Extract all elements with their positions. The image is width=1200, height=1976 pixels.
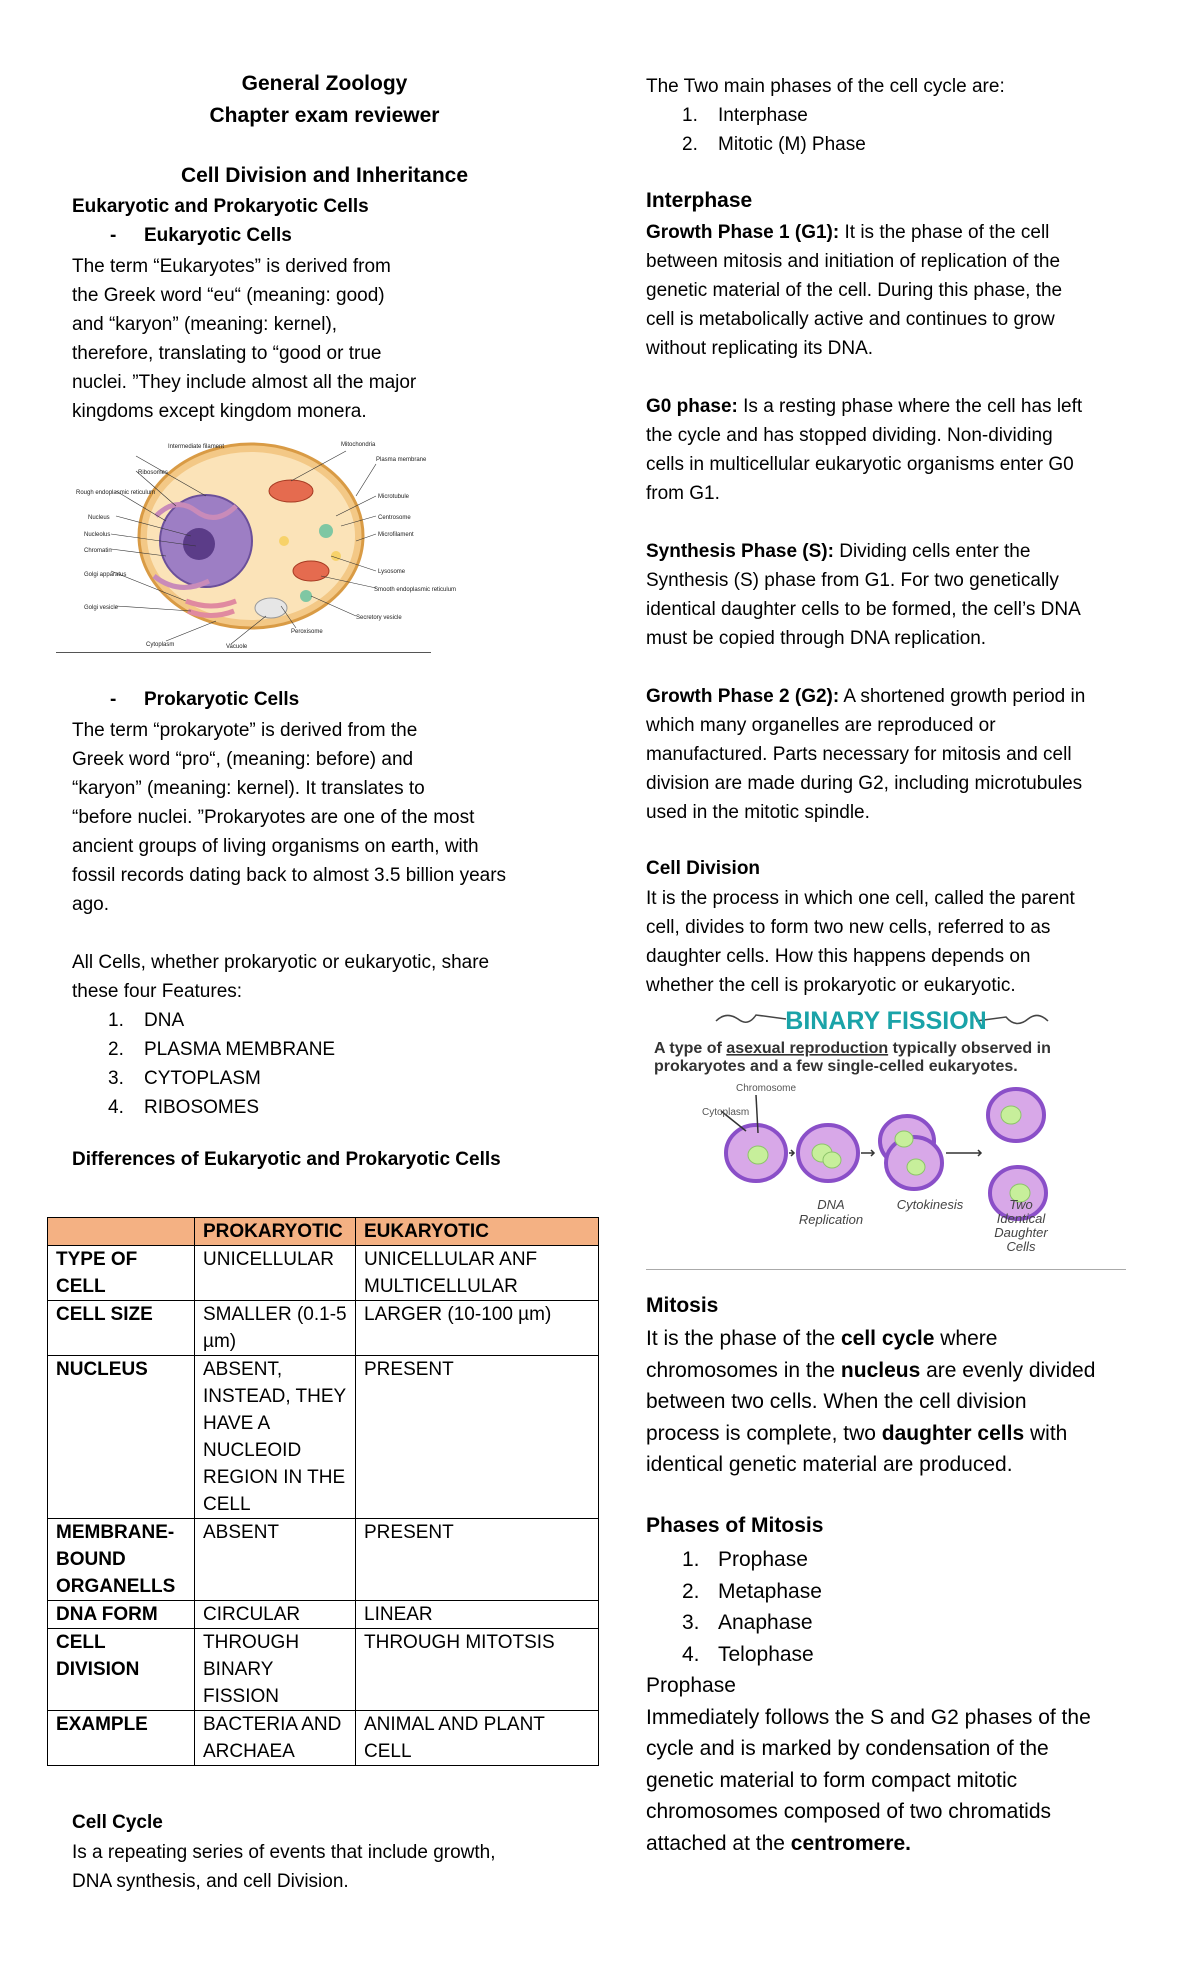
g0-line: the cycle and has stopped dividing. Non-dividing xyxy=(646,425,1053,446)
s-paragraph xyxy=(646,537,1081,653)
g2-paragraph xyxy=(646,682,1085,827)
figure-divider xyxy=(56,652,431,653)
table-cell: LARGER (10-100 µm) xyxy=(356,1301,599,1356)
fission-label-two-1: Two xyxy=(1009,1197,1033,1212)
g0-line: G0 phase: Is a resting phase where the cell has left xyxy=(646,396,1083,417)
pro-line: “before nuclei. ”Prokaryotes are one of the most xyxy=(72,807,475,828)
list-item: 1. DNA xyxy=(108,1010,185,1031)
differences-title: Differences of Eukaryotic and Prokaryotic Cells xyxy=(72,1149,501,1170)
division-line: whether the cell is prokaryotic or eukaryotic. xyxy=(646,975,1016,996)
fission-label-cytoplasm: Cytoplasm xyxy=(702,1107,750,1118)
chapter-title: Cell Division and Inheritance xyxy=(180,164,469,187)
fig-label: Chromatin xyxy=(84,548,112,554)
table-header: EUKARYOTIC xyxy=(356,1218,599,1246)
euk-line: The term “Eukaryotes” is derived from xyxy=(72,256,391,277)
table-row xyxy=(48,1519,599,1601)
euk-heading: Eukaryotic Cells xyxy=(144,225,292,246)
cell-division-title: Cell Division xyxy=(646,858,761,879)
mitosis-line: It is the phase of the cell cycle where xyxy=(646,1327,998,1350)
fig-label: Peroxisome xyxy=(291,629,323,635)
cycle-line: Is a repeating series of events that include growth, xyxy=(72,1842,496,1863)
pro-heading: Prokaryotic Cells xyxy=(144,689,300,710)
pro-paragraph xyxy=(72,716,506,919)
table-cell: MEMBRANE-BOUND ORGANELLS xyxy=(48,1519,195,1601)
fig-label: Golgi apparatus xyxy=(84,572,127,578)
s-line: must be copied through DNA replication. xyxy=(646,628,987,649)
comparison-table xyxy=(47,1217,599,1766)
mitosis-line: process is complete, two daughter cells with xyxy=(646,1421,1068,1445)
doc-subtitle: Chapter exam reviewer xyxy=(209,104,440,127)
mitosis-line: between two cells. When the cell division xyxy=(646,1390,1027,1413)
g2-line: manufactured. Parts necessary for mitosis and cell xyxy=(646,744,1072,765)
fission-label-dna-2: Replication xyxy=(798,1212,864,1227)
s-line: Synthesis (S) phase from G1. For two genetically xyxy=(646,570,1059,591)
shared-features-paragraph xyxy=(72,948,489,1006)
cell-division-paragraph xyxy=(646,884,1075,1000)
mitosis-line: identical genetic material are produced. xyxy=(646,1453,1013,1476)
prophase-line: cycle and is marked by condensation of the xyxy=(646,1737,1049,1760)
prophase-line: chromosomes composed of two chromatids xyxy=(646,1800,1051,1823)
table-header xyxy=(48,1218,195,1246)
g0-paragraph xyxy=(646,392,1082,508)
euk-line: nuclei. ”They include almost all the major xyxy=(72,372,417,393)
mitosis-title: Mitosis xyxy=(646,1294,719,1317)
fig-label: Plasma membrane xyxy=(376,457,427,463)
features-list xyxy=(72,1006,335,1122)
table-cell: BACTERIA AND ARCHAEA xyxy=(195,1711,356,1766)
g2-line: which many organelles are reproduced or xyxy=(646,715,996,736)
g1-line: between mitosis and initiation of replication of the xyxy=(646,251,1061,272)
fig-label: Nucleus xyxy=(88,515,110,521)
table-row xyxy=(48,1711,599,1766)
table-cell: CELL SIZE xyxy=(48,1301,195,1356)
prophase-line: attached at the centromere. xyxy=(646,1831,911,1855)
fig-label: Ribosomes xyxy=(138,470,169,476)
shared-line: these four Features: xyxy=(72,981,243,1002)
phases-of-mitosis-title: Phases of Mitosis xyxy=(646,1514,824,1537)
prophase-title: Prophase xyxy=(646,1674,736,1697)
list-item: 4. Telophase xyxy=(682,1642,814,1666)
fig-label: Nucleolus xyxy=(84,532,111,538)
list-item: 1. Prophase xyxy=(682,1548,808,1571)
list-item: 2. Metaphase xyxy=(682,1579,822,1603)
table-cell: LINEAR xyxy=(356,1601,599,1629)
table-cell: NUCLEUS xyxy=(48,1356,195,1519)
table-cell: ABSENT xyxy=(195,1519,356,1601)
g0-line: from G1. xyxy=(646,483,720,504)
prophase-section xyxy=(646,1670,1091,1859)
s-line: Synthesis Phase (S): Dividing cells enter the xyxy=(646,541,1031,562)
mitosis-phases-list xyxy=(646,1544,822,1670)
interphase-title: Interphase xyxy=(646,189,753,212)
table-header-row xyxy=(48,1218,599,1246)
g2-line: used in the mitotic spindle. xyxy=(646,802,870,823)
g1-line: cell is metabolically active and continues to grow xyxy=(646,309,1055,330)
euk-line: the Greek word “eu“ (meaning: good) xyxy=(72,285,385,306)
g1-paragraph xyxy=(646,218,1062,363)
list-item: 3. Anaphase xyxy=(682,1611,813,1634)
cycle-line: DNA synthesis, and cell Division. xyxy=(72,1871,349,1892)
fission-subtitle-2: prokaryotes and a few single-celled eukaryotes. xyxy=(654,1058,1018,1075)
table-cell: CELL DIVISION xyxy=(48,1629,195,1711)
fig-label: Secretory vesicle xyxy=(356,615,402,621)
fission-label-cytokinesis: Cytokinesis xyxy=(896,1197,964,1212)
shared-line: All Cells, whether prokaryotic or eukaryotic, share xyxy=(72,952,490,973)
table-cell: PRESENT xyxy=(356,1356,599,1519)
euk-line: kingdoms except kingdom monera. xyxy=(72,401,367,422)
fig-label: Microfilament xyxy=(378,532,414,538)
euk-paragraph xyxy=(72,252,416,426)
fission-subtitle: A type of asexual reproduction typically observed in xyxy=(654,1040,1051,1057)
table-cell: SMALLER (0.1-5 µm) xyxy=(195,1301,356,1356)
cell-cycle-paragraph xyxy=(72,1838,496,1896)
euk-line: therefore, translating to “good or true xyxy=(72,343,382,364)
fission-label-dna-1: DNA xyxy=(817,1197,845,1212)
table-cell: DNA FORM xyxy=(48,1601,195,1629)
pro-line: Greek word “pro“, (meaning: before) and xyxy=(72,749,414,770)
table-cell: THROUGH MITOTSIS xyxy=(356,1629,599,1711)
euk-line: and “karyon” (meaning: kernel), xyxy=(72,314,338,335)
fission-title: BINARY FISSION xyxy=(785,1007,987,1035)
s-line: identical daughter cells to be formed, the cell’s DNA xyxy=(646,599,1081,620)
table-row xyxy=(48,1629,599,1711)
fig-label: Centrosome xyxy=(378,515,411,521)
list-item: 1. Interphase xyxy=(682,105,808,126)
g2-line: Growth Phase 2 (G2): A shortened growth period in xyxy=(646,686,1086,707)
table-cell: PRESENT xyxy=(356,1519,599,1601)
fission-divider xyxy=(646,1269,1126,1270)
pro-line: “karyon” (meaning: kernel). It translates to xyxy=(72,778,425,799)
mitosis-paragraph xyxy=(646,1323,1095,1481)
table-row xyxy=(48,1601,599,1629)
fig-label: Intermediate filament xyxy=(168,444,225,450)
list-item: 2. Mitotic (M) Phase xyxy=(682,134,866,155)
eukaryotic-cell-illustration xyxy=(56,436,457,651)
table-row xyxy=(48,1301,599,1356)
division-line: It is the process in which one cell, called the parent xyxy=(646,888,1075,909)
phases-intro-line: The Two main phases of the cell cycle are: xyxy=(646,76,1005,97)
g2-line: division are made during G2, including microtubules xyxy=(646,773,1083,794)
cell-cycle-phases-list xyxy=(646,101,866,159)
fig-label: Smooth endoplasmic reticulum xyxy=(374,587,457,593)
table-cell: ANIMAL AND PLANT CELL xyxy=(356,1711,599,1766)
binary-fission-figure xyxy=(646,1003,1126,1265)
section-title-euk-pro: Eukaryotic and Prokaryotic Cells xyxy=(72,196,369,217)
doc-title: General Zoology xyxy=(241,72,408,95)
division-line: daughter cells. How this happens depends on xyxy=(646,946,1031,967)
prophase-line: genetic material to form compact mitotic xyxy=(646,1768,1018,1792)
cell-cycle-title: Cell Cycle xyxy=(72,1812,163,1833)
pro-line: ago. xyxy=(72,894,109,915)
list-item: 3. CYTOPLASM xyxy=(108,1068,261,1089)
fission-label-two-3: Daughter xyxy=(994,1225,1048,1240)
pro-heading-bullet: - xyxy=(110,689,117,710)
eukaryotic-cell-figure xyxy=(56,436,457,651)
g1-line: genetic material of the cell. During this phase, the xyxy=(646,280,1063,301)
fission-label-two-2: Identical xyxy=(996,1211,1046,1226)
table-cell: THROUGH BINARY FISSION xyxy=(195,1629,356,1711)
g1-line: Growth Phase 1 (G1): It is the phase of the cell xyxy=(646,222,1050,243)
fig-label: Rough endoplasmic reticulum xyxy=(76,490,156,496)
list-item: 4. RIBOSOMES xyxy=(108,1097,260,1118)
fig-label: Microtubule xyxy=(378,494,410,500)
fig-label: Golgi vesicle xyxy=(84,605,119,611)
fig-label: Mitochondria xyxy=(341,442,376,448)
table-row xyxy=(48,1356,599,1519)
table-cell: ABSENT, INSTEAD, THEY HAVE A NUCLEOID REGION IN THE CELL xyxy=(195,1356,356,1519)
fission-label-two-4: Cells xyxy=(1006,1239,1036,1254)
table-cell: UNICELLULAR ANF MULTICELLULAR xyxy=(356,1246,599,1301)
division-line: cell, divides to form two new cells, referred to as xyxy=(646,917,1051,938)
mitosis-line: chromosomes in the nucleus are evenly divided xyxy=(646,1358,1096,1382)
pro-line: fossil records dating back to almost 3.5 billion years xyxy=(72,865,507,886)
fig-label: Vacuole xyxy=(226,644,248,650)
euk-heading-bullet: - xyxy=(110,225,117,246)
table-cell: CIRCULAR xyxy=(195,1601,356,1629)
phases-intro xyxy=(646,72,1005,101)
fig-label: Lysosome xyxy=(378,569,406,575)
fission-label-chromosome: Chromosome xyxy=(736,1083,797,1094)
table-header: PROKARYOTIC xyxy=(195,1218,356,1246)
table-cell: UNICELLULAR xyxy=(195,1246,356,1301)
prophase-line: Immediately follows the S and G2 phases of the xyxy=(646,1705,1091,1729)
g0-line: cells in multicellular eukaryotic organisms enter G0 xyxy=(646,454,1074,475)
list-item: 2. PLASMA MEMBRANE xyxy=(108,1039,336,1060)
table-row xyxy=(48,1246,599,1301)
table-cell: EXAMPLE xyxy=(48,1711,195,1766)
pro-line: ancient groups of living organisms on earth, with xyxy=(72,836,479,857)
pro-line: The term “prokaryote” is derived from the xyxy=(72,720,418,741)
g1-line: without replicating its DNA. xyxy=(646,338,874,359)
table-cell: TYPE OF CELL xyxy=(48,1246,195,1301)
fig-label: Cytoplasm xyxy=(146,642,175,648)
